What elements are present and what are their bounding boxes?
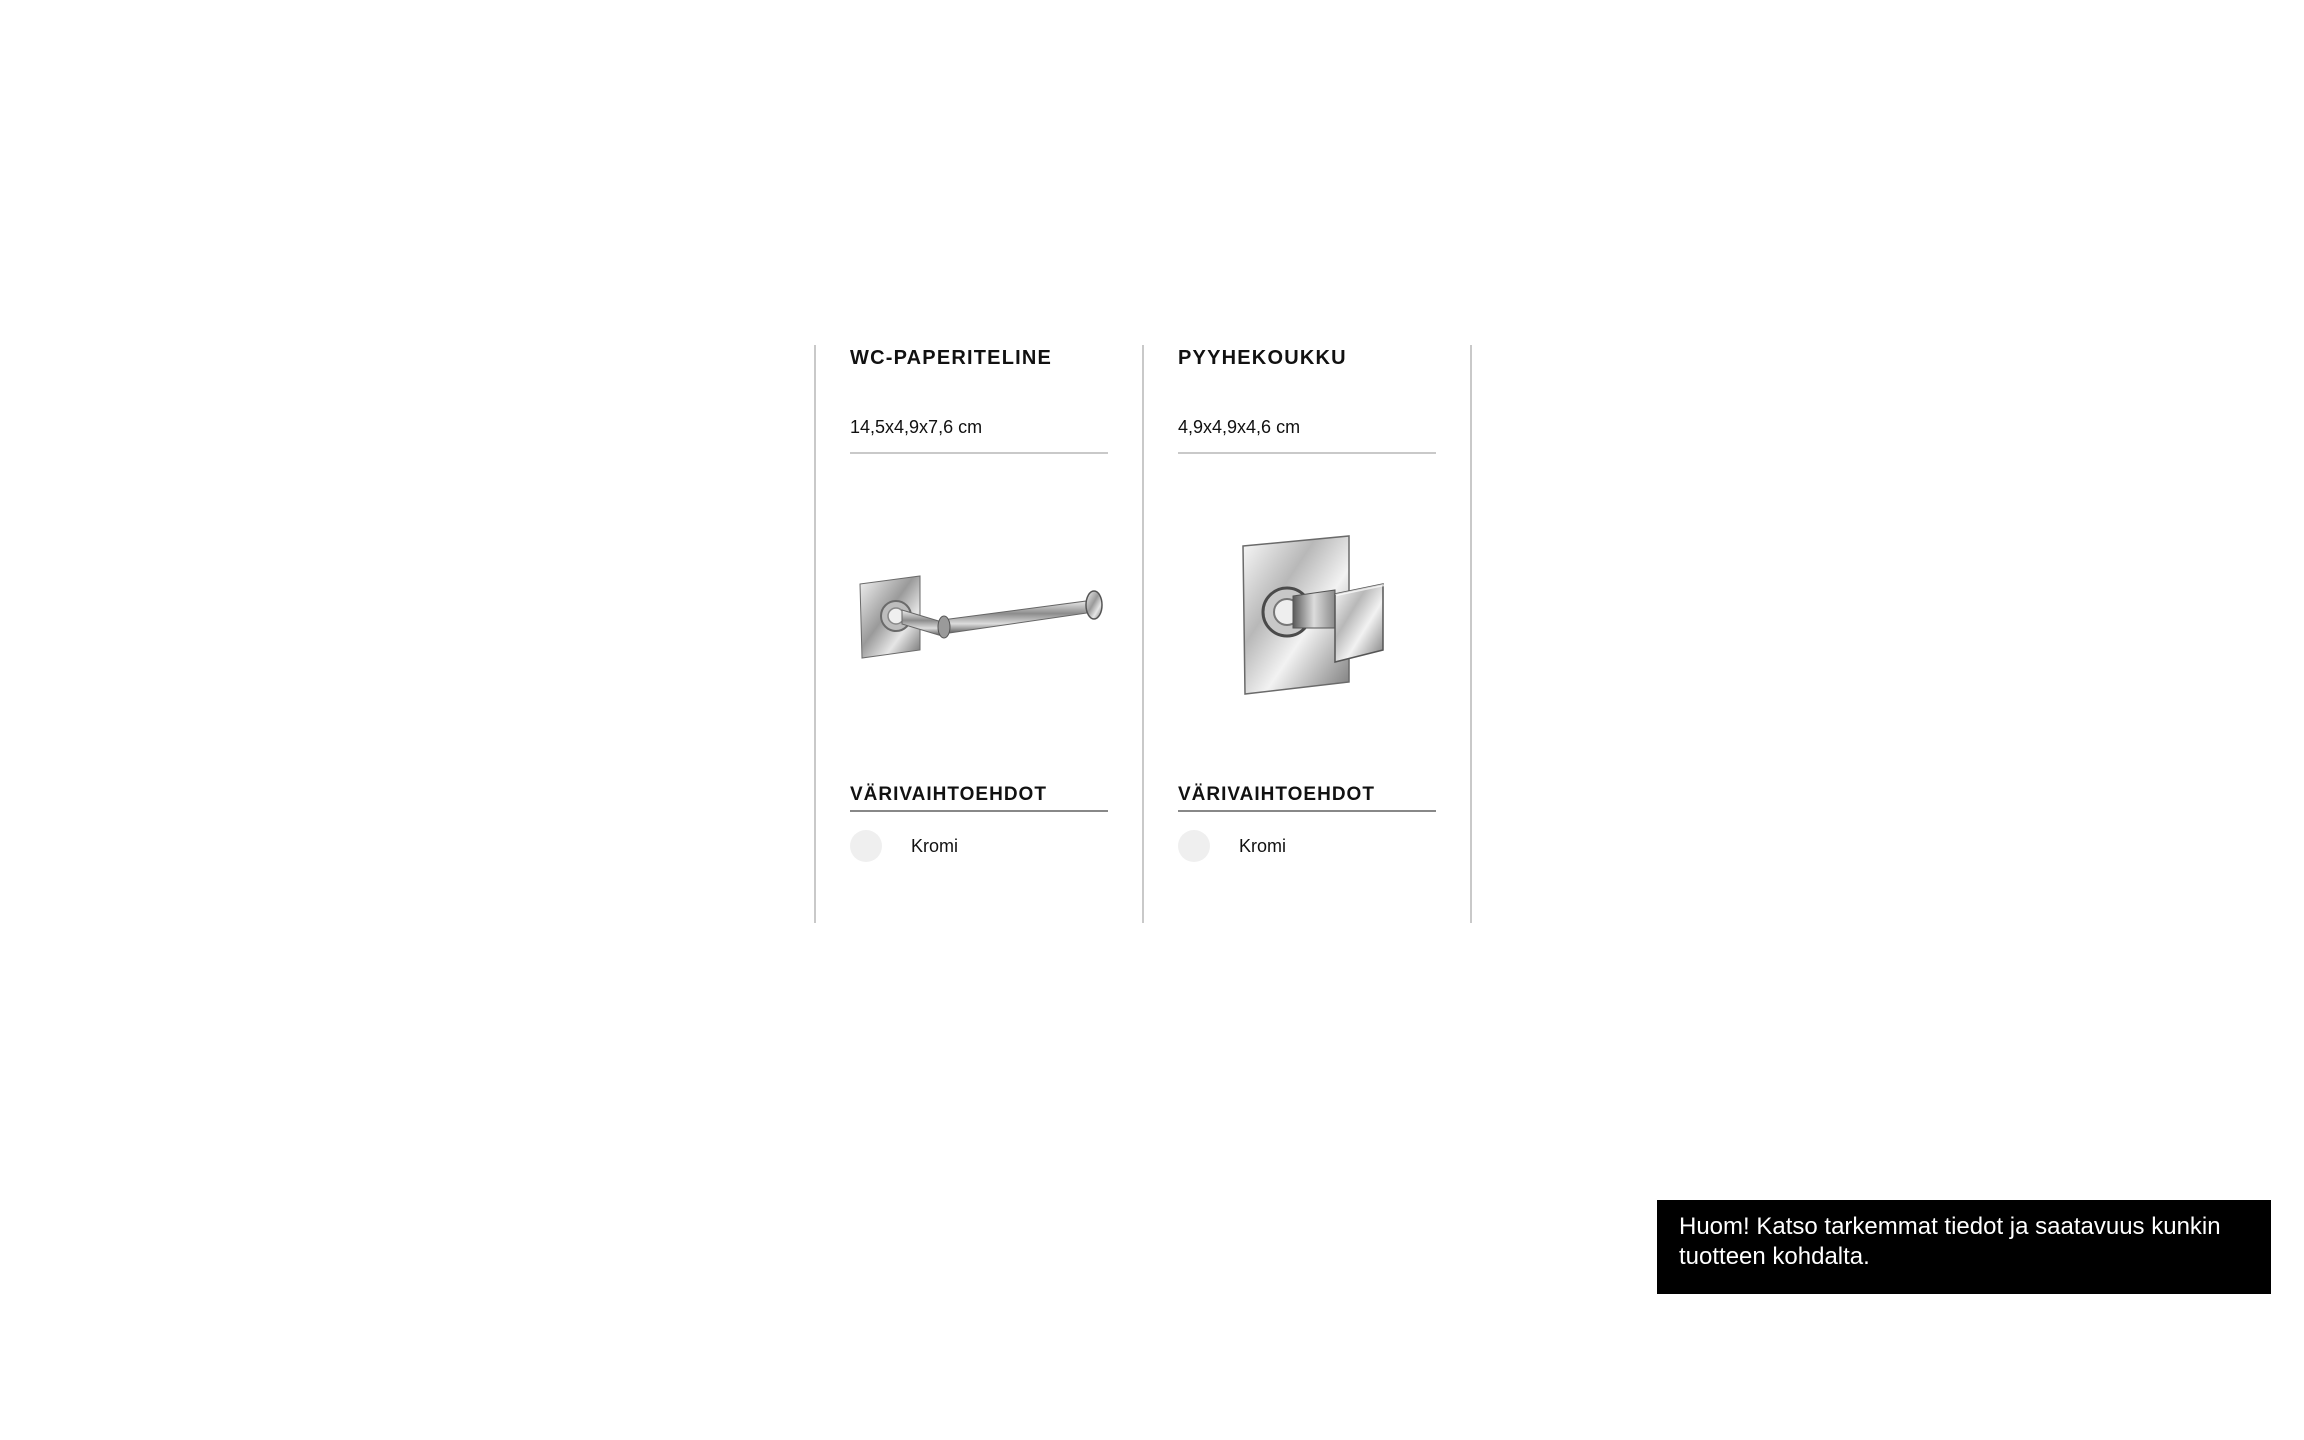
product-card-content	[1178, 345, 1436, 862]
product-image[interactable]	[850, 454, 1108, 774]
color-swatch-label: Kromi	[1239, 836, 1287, 856]
product-dimensions: 14,5x4,9x7,6 cm	[850, 416, 1108, 454]
product-list	[814, 345, 1472, 923]
color-option[interactable]	[1178, 830, 1436, 862]
color-swatch-label: Kromi	[911, 836, 959, 856]
product-card[interactable]	[814, 345, 1142, 923]
notice-text: Huom! Katso tarkemmat tiedot ja saatavuus kunkin tuotteen kohdalta.	[1679, 1213, 2221, 1270]
product-title[interactable]: PYYHEKOUKKU	[1178, 347, 1347, 369]
product-card-content	[850, 345, 1108, 862]
color-swatch[interactable]	[850, 830, 882, 862]
color-options-heading: VÄRIVAIHTOEHDOT	[1178, 784, 1436, 812]
color-options-heading: VÄRIVAIHTOEHDOT	[850, 784, 1108, 812]
product-card[interactable]	[1142, 345, 1472, 923]
product-image[interactable]	[1178, 454, 1436, 774]
product-title[interactable]: WC-PAPERITELINE	[850, 347, 1053, 369]
color-option[interactable]	[850, 830, 1108, 862]
toilet-paper-holder-image	[854, 554, 1104, 674]
towel-hook-image	[1207, 524, 1407, 704]
product-dimensions: 4,9x4,9x4,6 cm	[1178, 416, 1436, 454]
availability-notice	[1657, 1200, 2271, 1294]
color-swatch[interactable]	[1178, 830, 1210, 862]
